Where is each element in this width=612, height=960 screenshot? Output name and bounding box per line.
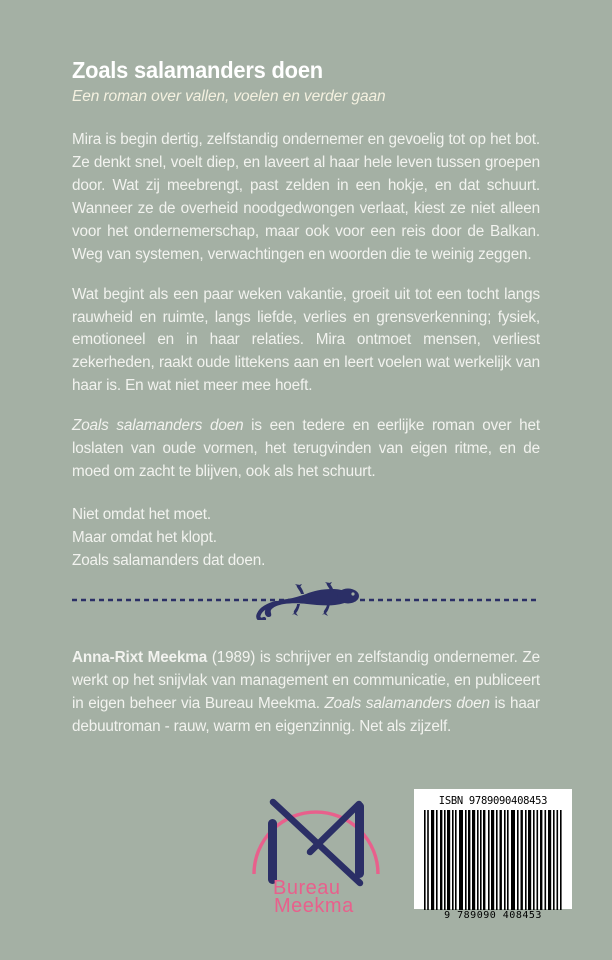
closing-line-3: Zoals salamanders dat doen.: [72, 551, 266, 569]
logo-name-line-1: Bureau: [273, 877, 341, 899]
page-title: Zoals salamanders doen: [72, 57, 323, 83]
blurb-paragraph-3-rest: is een tedere en eerlijke roman over het loslaten van oude vormen, het terugvinden van eigen ritme, en de moed om zacht te blijven, ook als het schuurt.: [72, 417, 540, 481]
publisher-logo: [248, 790, 384, 916]
barcode-digits: 9 789090 408453: [444, 909, 542, 921]
blurb-paragraph-3: [72, 415, 540, 484]
closing-line-2: Maar omdat het klopt.: [72, 529, 217, 547]
book-subtitle: Een roman over vallen, voelen en verder gaan: [72, 88, 386, 106]
author-bio-text-before: (1989) is schrijver en zelfstandig ondernemer. Ze werkt op het snijvlak van management en communicatie, en publiceert in eigen beheer via Bureau Meekma.: [72, 649, 540, 713]
isbn-label: ISBN 9789090408453: [438, 795, 548, 807]
author-bio: [72, 647, 540, 739]
closing-line-1: Niet omdat het moet.: [72, 506, 211, 524]
section-divider: [72, 580, 540, 620]
blurb-inline-title: Zoals salamanders doen: [72, 417, 244, 435]
logo-bar-right: [355, 802, 364, 878]
barcode-bars: [423, 810, 563, 910]
salamander-eye: [351, 592, 354, 595]
logo-name-line-2: Meekma: [274, 895, 354, 916]
blurb-paragraph-2: Wat begint als een paar weken vakantie, groeit uit tot een tocht langs rauwheid en ruimte, langs liefde, verlies en grensverkenning; fysiek, emotioneel en in haar relaties. Mira ontmoet mensen, verliest zekerheden, raakt oude littekens aan en leert voelen wat werkelijk van haar is. En wat niet meer mee hoeft.: [72, 285, 540, 395]
barcode: [414, 789, 572, 921]
author-bio-text-after: is haar debuutroman - rauw, warm en eigenzinnig. Net als zijzelf.: [72, 695, 540, 736]
cover-text-block: [72, 58, 540, 573]
salamander-head: [337, 589, 359, 604]
author-bio-book-title: Zoals salamanders doen: [324, 695, 490, 713]
logo-bar-left: [268, 819, 277, 884]
blurb-paragraph-1: Mira is begin dertig, zelfstandig ondernemer en gevoelig tot op het bot. Ze denkt snel, voelt diep, en laveert al haar hele leven tussen groepen door. Wat zij meebrengt, past zelden in een hokje, en dat schuurt. Wanneer ze de overheid noodgedwongen verlaat, kiest ze niet alleen voor het ondernemerschap, maar ook voor een reis door de Balkan. Weg van systemen, verwachtingen en woorden die te weinig zeggen.: [72, 130, 540, 263]
closing-lines: [72, 504, 540, 573]
author-name: Anna-Rixt Meekma: [72, 649, 208, 667]
